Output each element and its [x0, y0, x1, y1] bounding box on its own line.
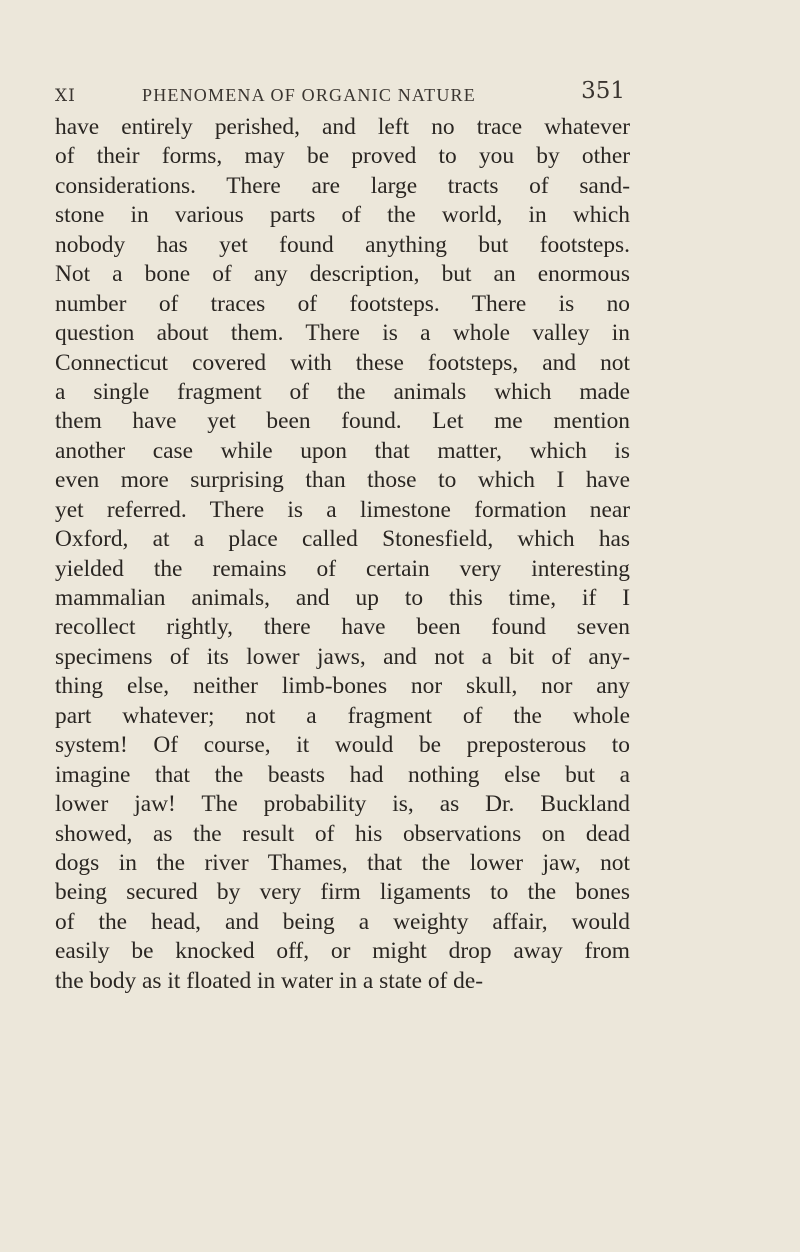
- text-line: Connecticut covered with these footsteps, and not: [55, 349, 630, 376]
- text-line: them have yet been found. Let me mention: [55, 408, 630, 435]
- text-line: part whatever; not a fragment of the whole: [55, 702, 630, 729]
- text-line: lower jaw! The probability is, as Dr. Buckland: [55, 791, 630, 818]
- text-line: question about them. There is a whole valley in: [55, 320, 630, 347]
- text-line: showed, as the result of his observations on dead: [55, 820, 630, 847]
- text-line: dogs in the river Thames, that the lower jaw, not: [55, 849, 630, 876]
- text-line: have entirely perished, and left no trace whatever: [55, 114, 630, 140]
- text-line: being secured by very firm ligaments to the bones: [55, 879, 630, 906]
- text-line: imagine that the beasts had nothing else but a: [55, 761, 630, 788]
- page-number: 351: [581, 78, 625, 104]
- running-title: PHENOMENA OF ORGANIC NATURE: [142, 85, 476, 105]
- text-line: nobody has yet found anything but footsteps.: [55, 231, 630, 258]
- text-line: Oxford, at a place called Stonesfield, which has: [55, 526, 630, 553]
- text-line: system! Of course, it would be preposterous to: [55, 732, 630, 759]
- text-line: of the head, and being a weighty affair, would: [55, 908, 630, 935]
- text-line: considerations. There are large tracts of sand-: [55, 172, 630, 199]
- text-line: number of traces of footsteps. There is no: [55, 290, 630, 317]
- chapter-number: XI: [55, 86, 76, 106]
- text-line: mammalian animals, and up to this time, if I: [55, 585, 630, 611]
- body-paragraph: [55, 113, 630, 996]
- text-line: a single fragment of the animals which made: [55, 378, 630, 405]
- text-line: thing else, neither limb-bones nor skull, nor any: [55, 673, 630, 700]
- text-line: yielded the remains of certain very interesting: [55, 555, 630, 582]
- text-line: specimens of its lower jaws, and not a bit of any-: [55, 643, 630, 670]
- text-line: of their forms, may be proved to you by other: [55, 143, 630, 170]
- text-line: yet referred. There is a limestone formation near: [55, 496, 630, 523]
- page-header: [55, 78, 625, 112]
- text-line: Not a bone of any description, but an enormous: [55, 261, 630, 288]
- text-line: stone in various parts of the world, in which: [55, 202, 630, 229]
- text-line: another case while upon that matter, which is: [55, 437, 630, 464]
- text-line: the body as it floated in water in a state of de-: [55, 967, 484, 994]
- text-line: recollect rightly, there have been found seven: [55, 614, 630, 641]
- text-line: even more surprising than those to which I have: [55, 467, 630, 494]
- text-line: easily be knocked off, or might drop away from: [55, 938, 630, 965]
